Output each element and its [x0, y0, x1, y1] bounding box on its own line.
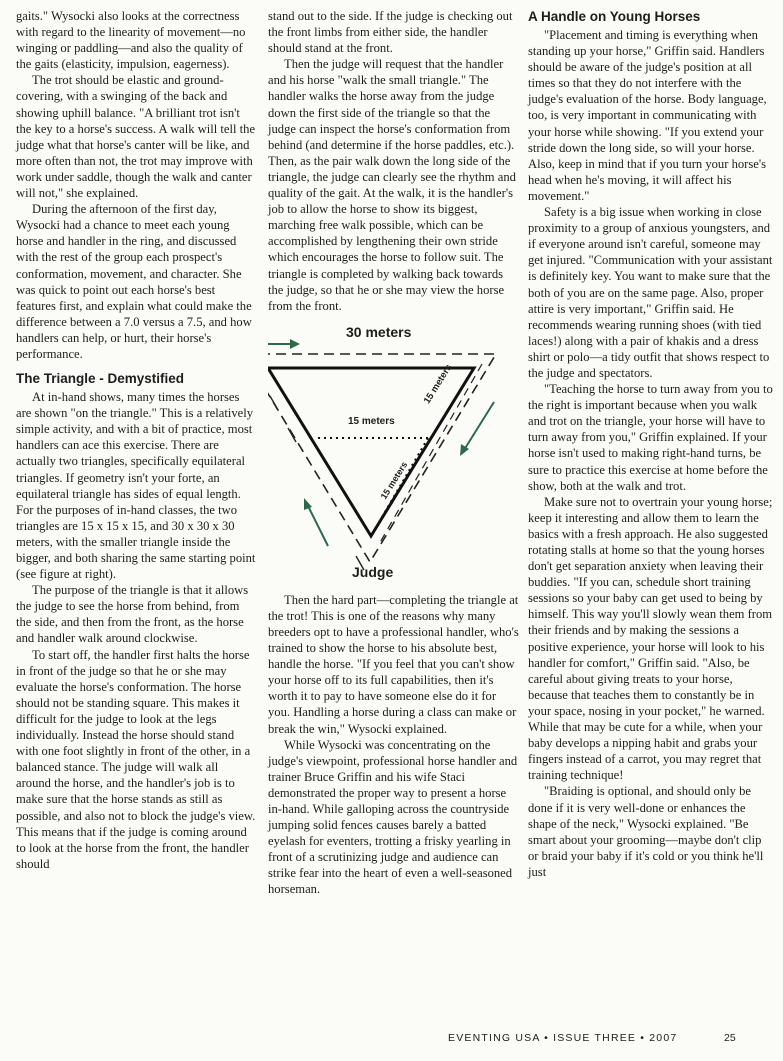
- paragraph: Then the hard part—completing the triangle at the trot! This is one of the reasons why many breeders opt to have a professional handler, who's trained to show the horse to his absolute best, handle the horse. "If you feel that you can't show your horse off to its full capabilities, then it's worth it to pay to have someone else do it for you. Handling a horse during a class can make or break the win," Wysocki explained.: [268, 592, 519, 736]
- paragraph: While Wysocki was concentrating on the judge's viewpoint, professional horse handler and trainer Bruce Griffin and his wife Staci demonstrated the proper way to present a horse in-hand. While galloping across the countryside jumping solid fences causes barely a batted eyelash for eventers, trotting a frisky yearling in front of a scrutinizing judge and audience can strike fear into the heart of even a well-seasoned horseman.: [268, 737, 518, 897]
- page-number: 25: [724, 1032, 736, 1044]
- paragraph: stand out to the side. If the judge is checking out the front limbs from either side, the handler should stand at the front.: [268, 9, 513, 56]
- section-heading-handle: A Handle on Young Horses: [528, 9, 701, 24]
- paragraph: The trot should be elastic and ground-covering, with a swinging of the back and showing uphill balance. "A brilliant trot isn't the key to a horse's success. A walk will tell the judge what that horse's canter will be like, and more often than not, the trot may improve with work under saddle, though the walk and canter will not," she explained.: [16, 73, 256, 201]
- publication-footer: EVENTING USA • ISSUE THREE • 2007: [448, 1032, 678, 1044]
- paragraph: During the afternoon of the first day, Wysocki had a chance to meet each young horse and handler in the ring, and discussed with the rest of the group each prospect's conformation, movement, and character. She was quick to point out each horse's best features first, and explain what could make the difference between a 7.0 versus a 7.5, and how handlers can help, or hurt, their horse's performance.: [16, 202, 252, 361]
- large-triangle: [268, 368, 474, 536]
- paragraph: "Placement and timing is everything when standing up your horse," Griffin said. Handlers should be aware of the judge's position at all times so that they do not interfere with the judge's evaluation of the horse. Body language, too, is very important in communicating with your horse while showing. "If you extend your stride down the long side, so will your horse. Also, keep in mind that if you turn your horse's head when he's moving, it will affect his movement.": [528, 28, 767, 203]
- paragraph: At in-hand shows, many times the horses are shown "on the triangle." This is a relatively simple activity, and with a bit of practice, most handlers can ace this exercise. There are actually two triangles, specifically equilateral triangles. If geometry isn't your forte, an equilateral triangle has sides of equal length. For the purposes of in-hand classes, the two triangles are 15 x 15 x 15, and 30 x 30 x 30 meters, with the smaller triangle inside the bigger, and both sharing the same starting point (see figure at right).: [16, 390, 256, 582]
- paragraph: "Teaching the horse to turn away from you to the right is important because when you walk and trot on the triangle, your horse will have to turn away from you," Griffin explained. If your horse isn't used to making right-hand turns, be sure to practice this exercise at home before the show, both at the walk and trot.: [528, 382, 773, 493]
- label-15-meters-side: 15 meters: [421, 362, 455, 406]
- dash-mark: [270, 396, 278, 410]
- paragraph: "Braiding is optional, and should only be done if it is very well-done or enhances the shape of the neck," Wysocki explained. "Be smart about your grooming—maybe don't clip or braid your baby if it's cold or you think he'll just: [528, 784, 764, 879]
- arrow-right-head-icon: [290, 339, 300, 349]
- paragraph: gaits." Wysocki also looks at the correctness with regard to the linearity of movement—no winging or paddling—and also the quality of the gaits (elasticity, impulsion, eagerness).: [16, 9, 246, 72]
- label-30-meters: 30 meters: [346, 323, 412, 340]
- paragraph: To start off, the handler first halts the horse in front of the judge so that he or she may evaluate the horse's conformation. The horse should not be standing square. This makes it difficult for the judge to look at the legs individually. Instead the horse should stand with one foot slightly in front of the other, in a balanced stance. The judge will walk all around the horse, and the handler's job is to make sure that the horse stands as still as possible, and also not to block the judge's view. This means that if the judge is coming around to look at the horse from the front, the handler should: [16, 647, 256, 871]
- label-15-meters-top: 15 meters: [348, 415, 395, 427]
- paragraph: Safety is a big issue when working in close proximity to a group of anxious youngsters, and if everyone around isn't careful, someone may get injured. "Communication with your assistant is definitely key. You want to make sure that the both of you are on the same page. Also, proper attire is very important," Griffin said. He recommends wearing running shoes (with tied laces!) along with a pair of khakis and a dress shirt or polo—a tidy outfit that shows respect to the judge and spectators.: [528, 205, 773, 380]
- dash-mark: [288, 428, 296, 442]
- paragraph: Then the judge will request that the handler and his horse "walk the small triangle." The handler walks the horse away from the judge down the first side of the triangle so that the judge can inspect the horse's conformation from behind (and determine if the horse paddles, etc.). Then, as the pair walk down the long side of the triangle, the judge can clearly see the rhythm and quality of the gait. At the walk, it is the handler's job to allow the horse to show its biggest, marching free walk possible, which can be accomplished by lengthening their own stride which encourages the horse to follow suit. The triangle is completed by walking back towards the judge, so that he or she may view the horse from the front.: [268, 57, 516, 313]
- column-middle: [268, 8, 520, 898]
- arrow-up-left-head-icon: [304, 498, 312, 510]
- label-judge: Judge: [352, 563, 394, 580]
- section-heading-triangle: The Triangle - Demystified: [16, 371, 185, 387]
- arrow-down-left-icon: [464, 402, 494, 450]
- paragraph: Make sure not to overtrain your young horse; keep it interesting and allow them to learn the basics with a fresh approach. He also suggested rotating stalls at home so that the young horses don't get separation anxiety when leaving their buddies. "If you can, schedule short training sessions so your baby can get used to being by himself. This way you'll slowly wean them from their friends and by making the sessions a positive experience, your horse will look to his handler for comfort," Griffin said. "Also, be careful about giving treats to your horse, because that teaches them to constantly be in your space, nosing in your pocket," he warned. While that may be cute for a while, when your baby develops a nipping habit and grabs your fingers instead of a carrot, you may regret that training technique!: [528, 494, 773, 783]
- triangle-diagram: [268, 324, 520, 582]
- triangle-diagram-graphic: [268, 324, 520, 582]
- column-left: [16, 8, 256, 872]
- paragraph: The purpose of the triangle is that it allows the judge to see the horse from behind, from the side, and then from the front, as the horse and handler walk around clockwise.: [16, 583, 249, 646]
- label-15-meters-inner: 15 meters: [378, 459, 410, 501]
- arrow-up-left-icon: [308, 506, 328, 546]
- column-right: [528, 8, 775, 880]
